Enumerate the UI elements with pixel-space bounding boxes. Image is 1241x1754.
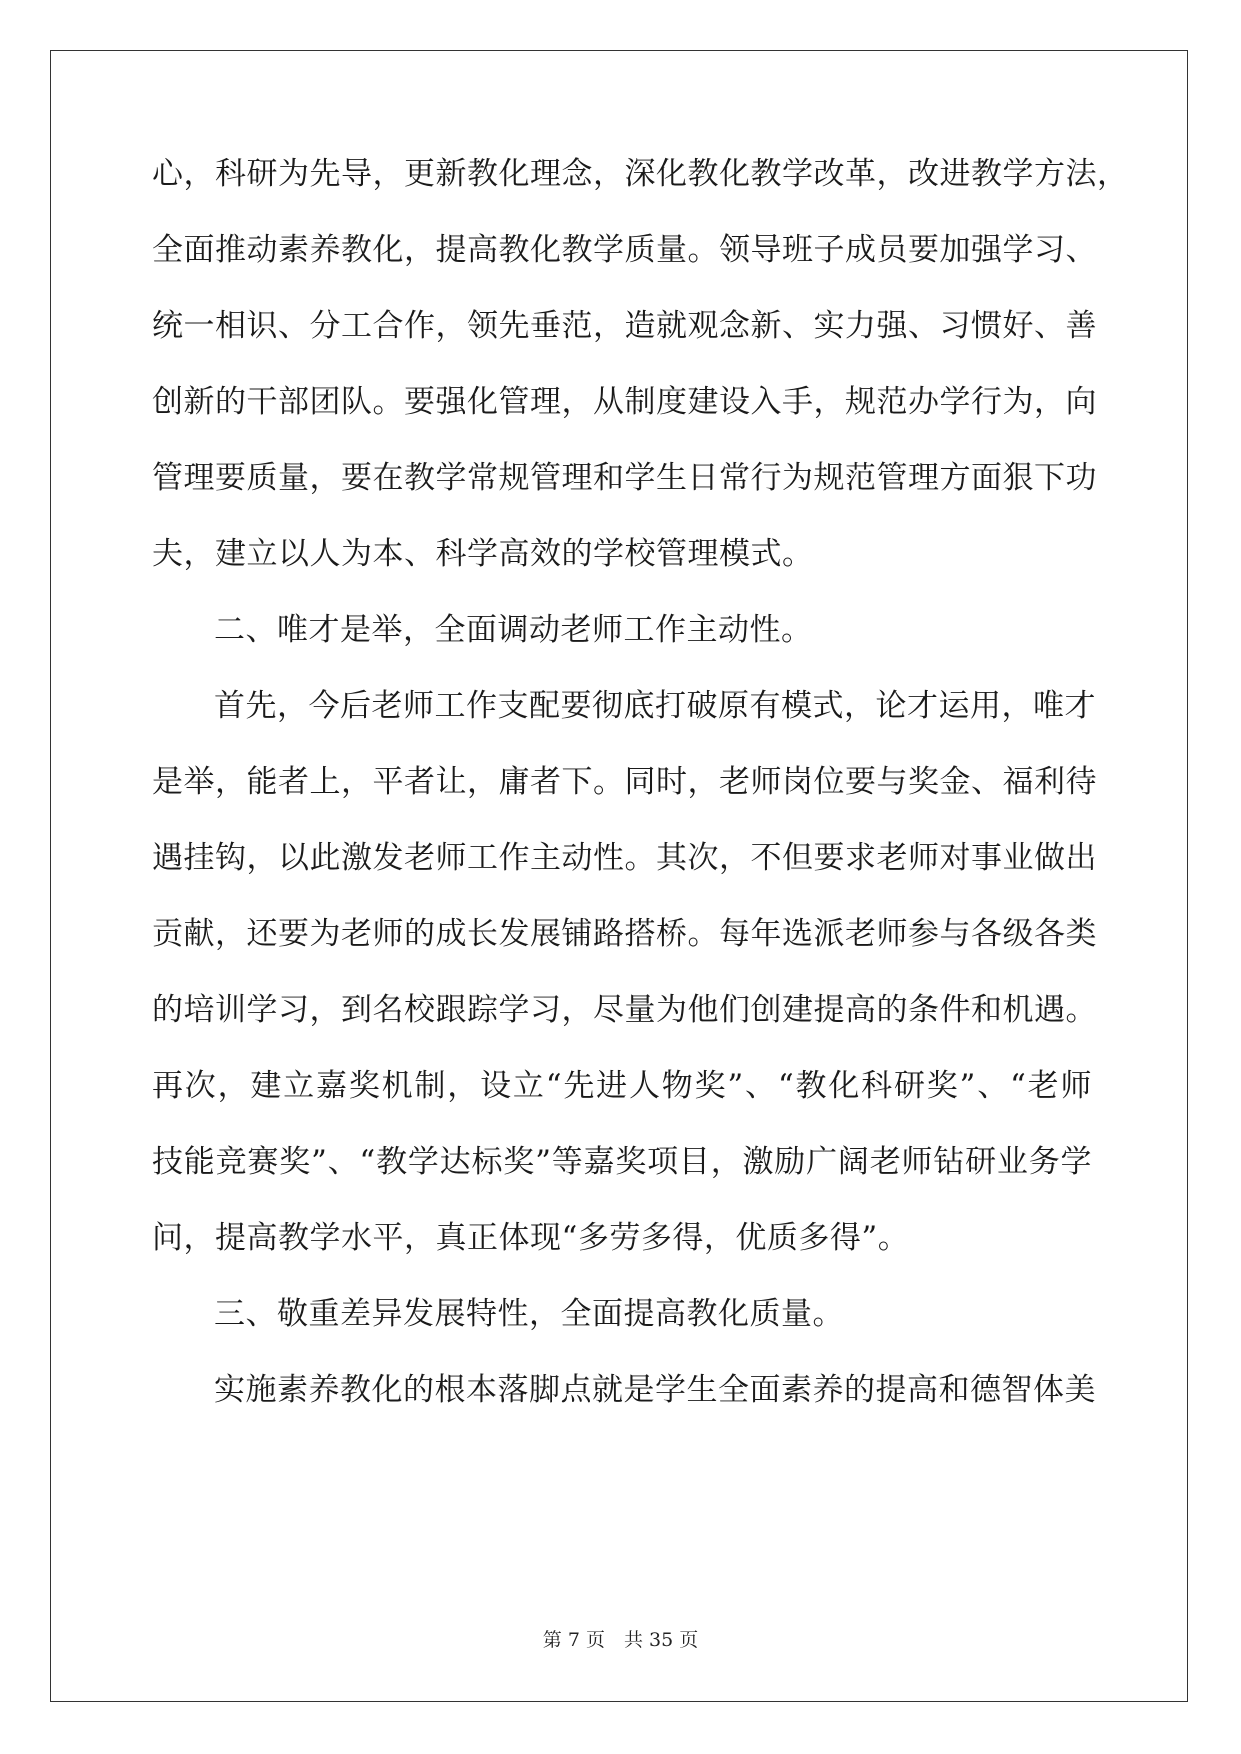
text-line: 夫，建立以人为本、科学高效的学校管理模式。 bbox=[152, 536, 814, 572]
section-heading: 二、唯才是举，全面调动老师工作主动性。 bbox=[214, 612, 813, 648]
text-line: 心，科研为先导，更新教化理念，深化教化教学改革，改进教学方法， bbox=[152, 156, 1129, 192]
text-line: 管理要质量，要在教学常规管理和学生日常行为规范管理方面狠下功 bbox=[152, 460, 1097, 496]
text-line: 是举，能者上，平者让，庸者下。同时，老师岗位要与奖金、福利待 bbox=[152, 764, 1097, 800]
text-line: 再次，建立嘉奖机制，设立“先进人物奖”、“教化科研奖”、“老师 bbox=[152, 1068, 1092, 1104]
section-heading: 三、敬重差异发展特性，全面提高教化质量。 bbox=[214, 1296, 844, 1332]
text-line: 的培训学习，到名校跟踪学习，尽量为他们创建提高的条件和机遇。 bbox=[152, 992, 1097, 1028]
text-line: 贡献，还要为老师的成长发展铺路搭桥。每年选派老师参与各级各类 bbox=[152, 916, 1097, 952]
text-line: 创新的干部团队。要强化管理，从制度建设入手，规范办学行为，向 bbox=[152, 384, 1097, 420]
text-line: 技能竞赛奖”、“教学达标奖”等嘉奖项目，激励广阔老师钻研业务学 bbox=[152, 1144, 1092, 1180]
text-line: 统一相识、分工合作，领先垂范，造就观念新、实力强、习惯好、善 bbox=[152, 308, 1097, 344]
text-line: 首先，今后老师工作支配要彻底打破原有模式，论才运用，唯才 bbox=[214, 688, 1096, 724]
text-line: 实施素养教化的根本落脚点就是学生全面素养的提高和德智体美 bbox=[214, 1372, 1096, 1408]
text-line: 全面推动素养教化，提高教化教学质量。领导班子成员要加强学习、 bbox=[152, 232, 1097, 268]
page-number: 第 7 页 共 35 页 bbox=[542, 1629, 699, 1651]
text-line: 问，提高教学水平，真正体现“多劳多得，优质多得”。 bbox=[152, 1220, 910, 1256]
text-line: 遇挂钩，以此激发老师工作主动性。其次，不但要求老师对事业做出 bbox=[152, 840, 1097, 876]
